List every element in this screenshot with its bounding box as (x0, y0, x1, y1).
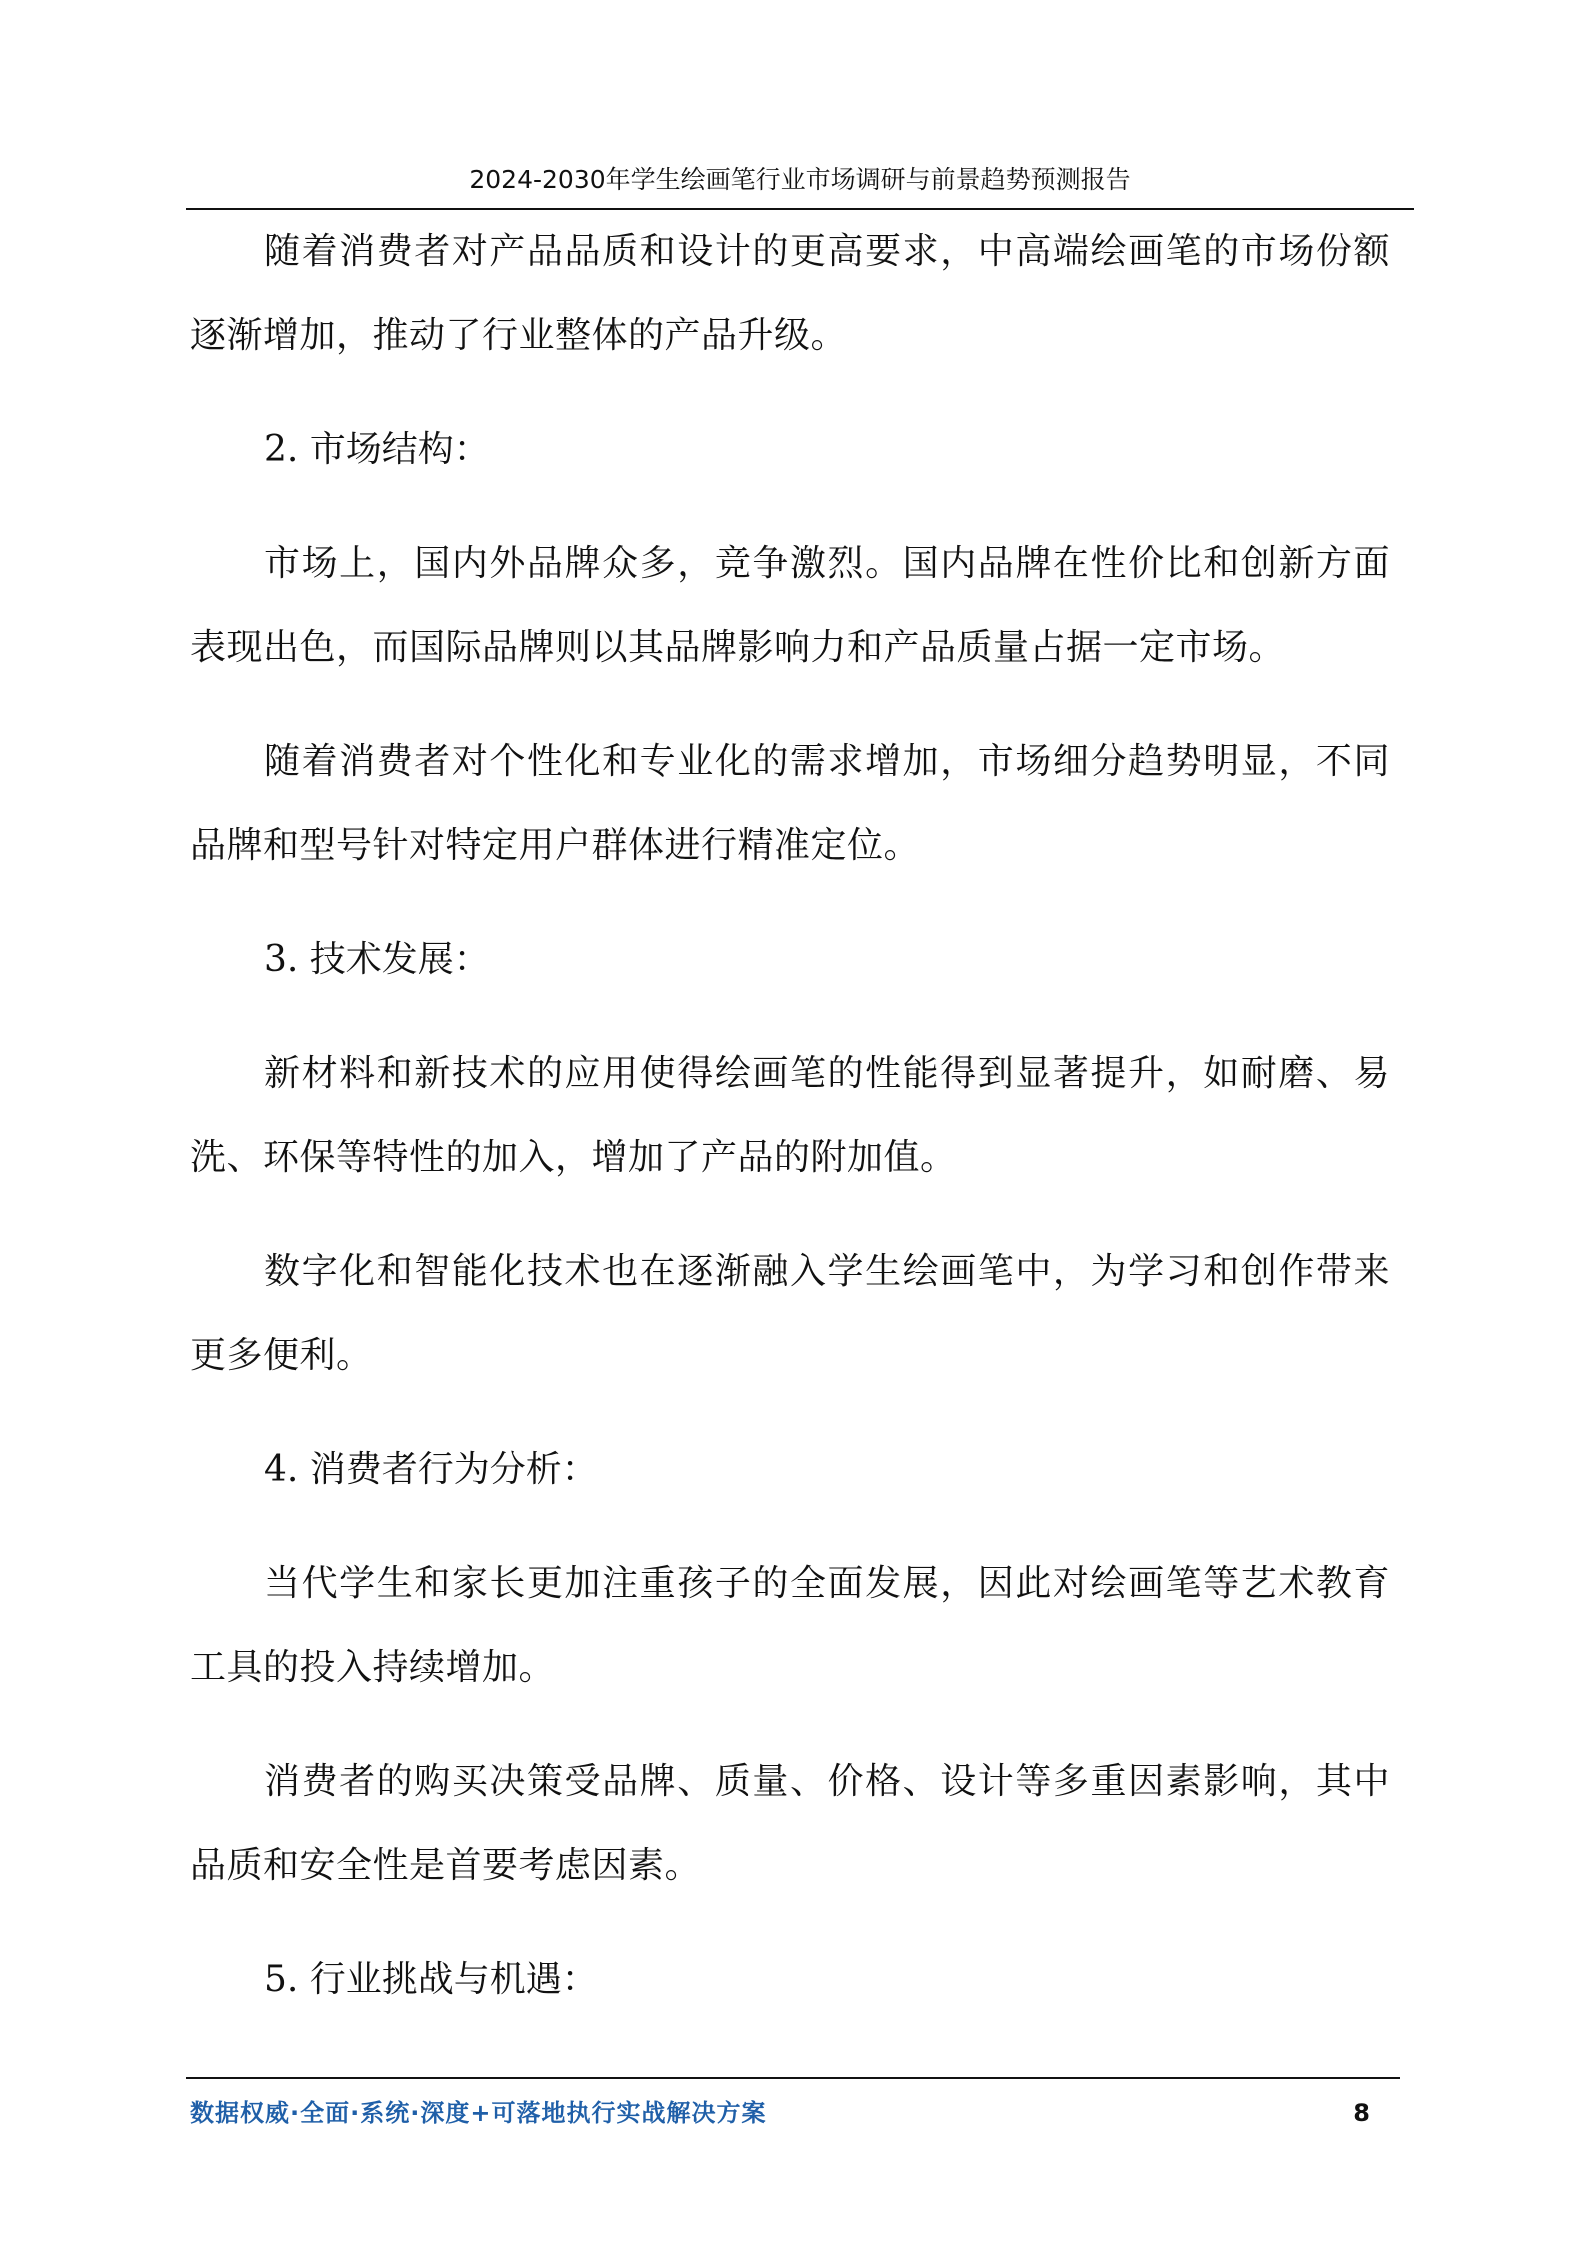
paragraph-gap (190, 1710, 1390, 1740)
section-heading: 3. 技术发展： (264, 939, 490, 980)
section-heading: 5. 行业挑战与机遇： (264, 1959, 598, 2000)
footer-slogan: 数据权威·全面·系统·深度+可落地执行实战解决方案 (190, 2099, 767, 2127)
document-body (190, 210, 1390, 2022)
body-paragraph: 新材料和新技术的应用使得绘画笔的性能得到显著提升，如耐磨、易洗、环保等特性的加入，增加了产品的附加值。 (190, 1053, 1390, 1178)
paragraph-gap (190, 1908, 1390, 1938)
body-paragraph: 随着消费者对个性化和专业化的需求增加，市场细分趋势明显，不同品牌和型号针对特定用户群体进行精准定位。 (190, 741, 1390, 866)
paragraph-gap (190, 690, 1390, 720)
section-heading: 2. 市场结构： (264, 429, 490, 470)
page-number: 8 (1353, 2099, 1370, 2127)
page-header-title: 2024-2030年学生绘画笔行业市场调研与前景趋势预测报告 (469, 165, 1131, 194)
paragraph-gap (190, 1002, 1390, 1032)
body-paragraph: 随着消费者对产品品质和设计的更高要求，中高端绘画笔的市场份额逐渐增加，推动了行业整体的产品升级。 (190, 231, 1390, 356)
body-paragraph: 当代学生和家长更加注重孩子的全面发展，因此对绘画笔等艺术教育工具的投入持续增加。 (190, 1563, 1390, 1688)
paragraph-gap (190, 888, 1390, 918)
footer-divider (186, 2077, 1400, 2079)
paragraph-gap (190, 1200, 1390, 1230)
section-heading: 4. 消费者行为分析： (264, 1449, 598, 1490)
body-paragraph: 数字化和智能化技术也在逐渐融入学生绘画笔中，为学习和创作带来更多便利。 (190, 1251, 1390, 1376)
paragraph-gap (190, 1398, 1390, 1428)
paragraph-gap (190, 378, 1390, 408)
body-paragraph: 消费者的购买决策受品牌、质量、价格、设计等多重因素影响，其中品质和安全性是首要考虑因素。 (190, 1761, 1390, 1886)
paragraph-gap (190, 492, 1390, 522)
body-paragraph: 市场上，国内外品牌众多，竞争激烈。国内品牌在性价比和创新方面表现出色，而国际品牌则以其品牌影响力和产品质量占据一定市场。 (190, 543, 1390, 668)
paragraph-gap (190, 1512, 1390, 1542)
